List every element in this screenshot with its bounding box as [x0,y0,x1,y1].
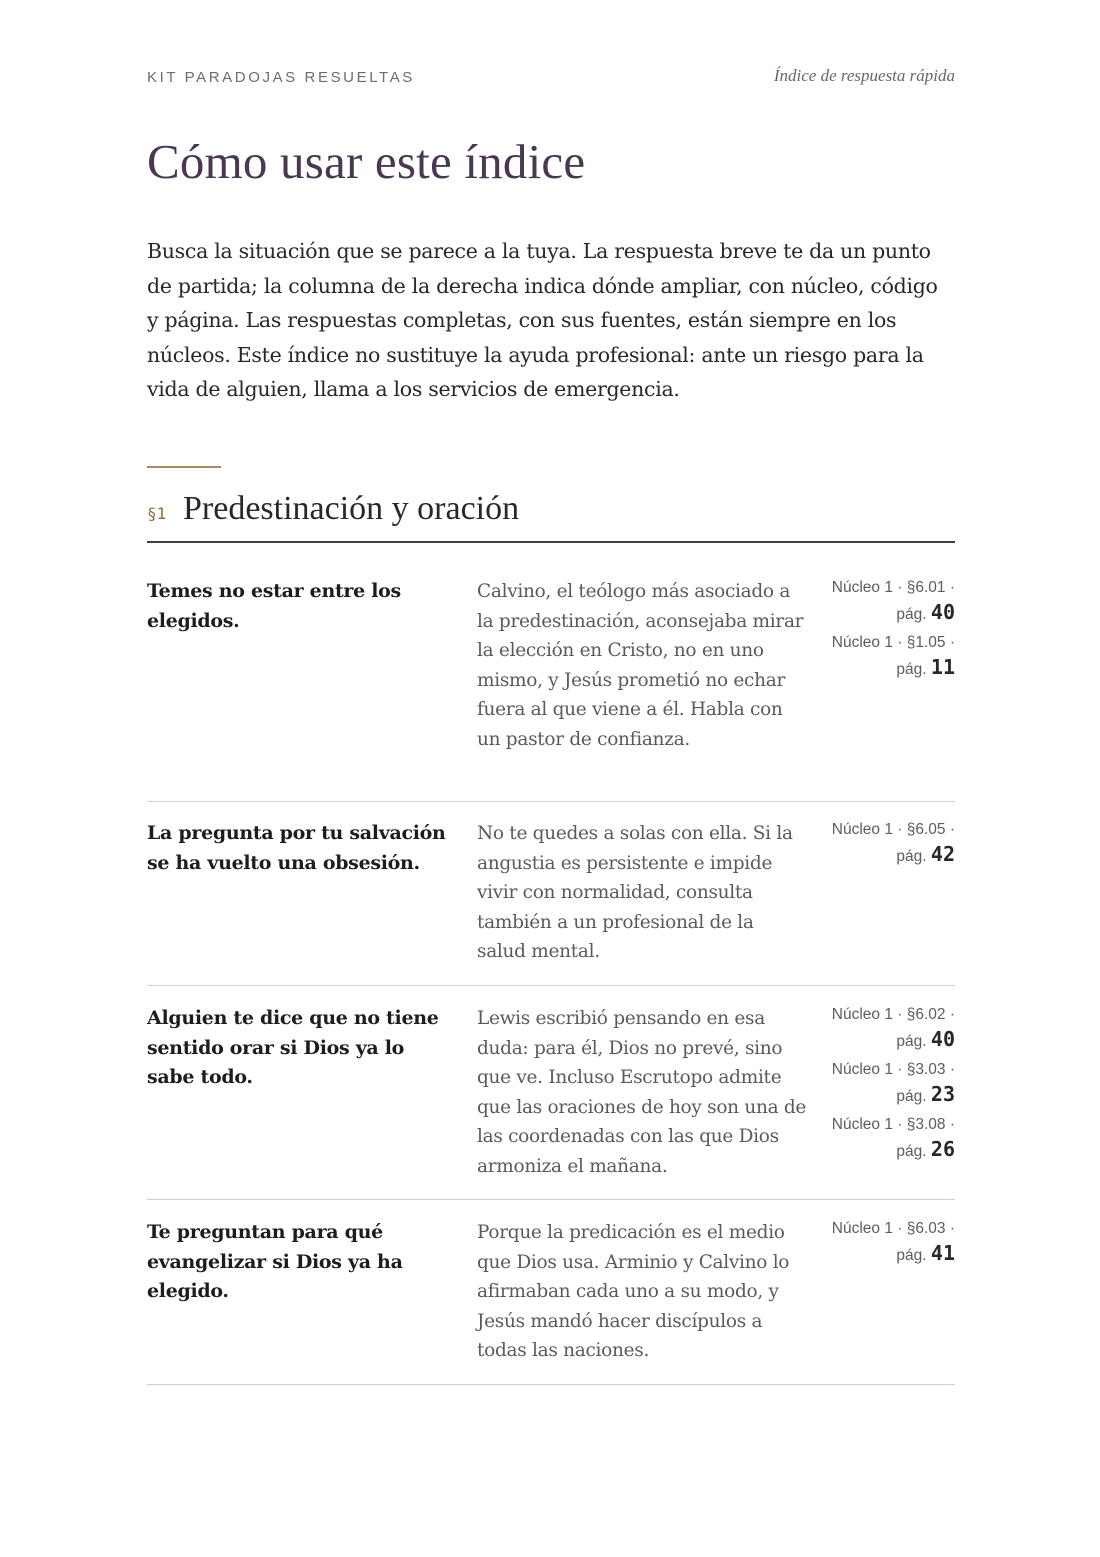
reference [805,1004,955,1055]
reference-page-label: pág. [896,848,927,865]
entry-question: Te preguntan para qué evangelizar si Dios ya ha elegido. [147,1221,403,1302]
reference-page-label: pág. [896,1143,927,1160]
entry-references [805,1004,955,1169]
entry-references [805,577,955,687]
row-divider [147,801,955,802]
reference [805,819,955,870]
reference [805,577,955,628]
row-divider [147,985,955,986]
reference-page-label: pág. [896,1033,927,1050]
entry-answer: No te quedes a solas con ella. Si la angustia es persistente e impide vivir con normalidad, consulta también a un profesional de la salud mental. [477,823,793,962]
row-divider [147,1384,955,1385]
row-divider [147,1199,955,1200]
reference [805,1114,955,1165]
section-number: §1 [147,504,167,523]
entry-references [805,819,955,874]
reference-page-label: pág. [896,606,927,623]
entry-question: La pregunta por tu salvación se ha vuelto una obsesión. [147,822,446,874]
accent-rule [147,466,221,468]
intro-paragraph: Busca la situación que se parece a la tuya. La respuesta breve te da un punto de partida; la columna de la derecha indica dónde ampliar, con núcleo, código y página. Las respuestas completas, con sus fuentes, están siempre en los núcleos. Este índice no sustituye la ayuda profesional: ante un riesgo para la vida de alguien, llama a los servicios de emergencia. [147,239,938,402]
entry-question: Temes no estar entre los elegidos. [147,580,401,632]
reference [805,1059,955,1110]
entry-answer: Lewis escribió pensando en esa duda: para él, Dios no prevé, sino que ve. Incluso Escrutopo admite que las oraciones de hoy son una de las coordenadas con las que Dios armoniza el mañana. [477,1008,807,1177]
reference [805,632,955,683]
reference-core: Núcleo 1 · §3.03 · [831,1061,955,1078]
entry-answer: Porque la predicación es el medio que Dios usa. Arminio y Calvino lo afirmaban cada uno a su modo, y Jesús mandó hacer discípulos a todas las naciones. [477,1222,790,1361]
reference [805,1218,955,1269]
reference-core: Núcleo 1 · §6.03 · [831,1220,955,1237]
reference-page: 40 [930,1027,955,1051]
reference-page: 11 [930,655,955,679]
page-title: Cómo usar este índice [147,134,586,189]
reference-page: 41 [930,1241,955,1265]
entry-references [805,1218,955,1273]
reference-core: Núcleo 1 · §6.05 · [831,821,955,838]
reference-core: Núcleo 1 · §1.05 · [831,634,955,651]
section-title: Predestinación y oración [183,490,520,527]
reference-page: 40 [930,600,955,624]
page-header [147,66,955,90]
reference-page-label: pág. [896,1088,927,1105]
entry-question: Alguien te dice que no tiene sentido orar si Dios ya lo sabe todo. [147,1007,439,1088]
reference-core: Núcleo 1 · §6.02 · [831,1006,955,1023]
reference-core: Núcleo 1 · §3.08 · [831,1116,955,1133]
section-heading [147,490,955,534]
reference-core: Núcleo 1 · §6.01 · [831,579,955,596]
reference-page: 26 [930,1137,955,1161]
entry-answer: Calvino, el teólogo más asociado a la predestinación, aconsejaba mirar la elección en Cristo, no en uno mismo, y Jesús prometió no echar fuera al que viene a él. Habla con un pastor de confianza. [477,581,804,750]
reference-page-label: pág. [896,661,927,678]
kit-label: KIT PARADOJAS RESUELTAS [147,69,415,86]
running-title: Índice de respuesta rápida [773,66,955,85]
reference-page: 23 [930,1082,955,1106]
reference-page-label: pág. [896,1247,927,1264]
reference-page: 42 [930,842,955,866]
section-rule [147,541,955,543]
